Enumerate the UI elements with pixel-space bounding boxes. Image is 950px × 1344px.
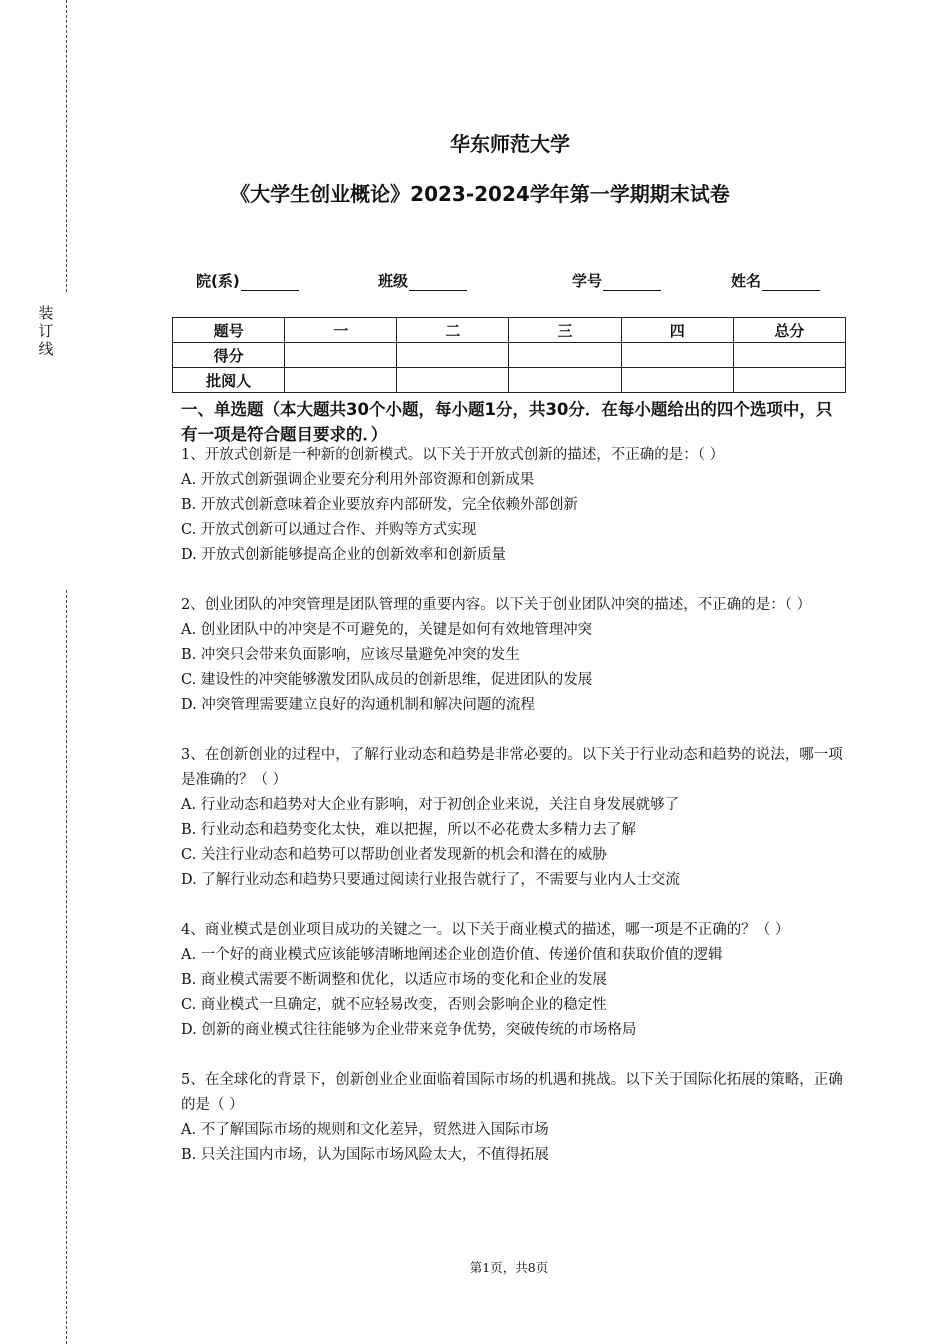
- question-option: B. 商业模式需要不断调整和优化，以适应市场的变化和企业的发展: [181, 972, 607, 988]
- question-item: [181, 443, 843, 568]
- score-cell[interactable]: [733, 343, 845, 368]
- question-item: [181, 1068, 843, 1168]
- university-title: 华东师范大学: [450, 132, 570, 156]
- question-item: [181, 743, 843, 893]
- question-option: C. 商业模式一旦确定，就不应轻易改变，否则会影响企业的稳定性: [181, 997, 607, 1013]
- question-option: A. 不了解国际市场的规则和文化差异，贸然进入国际市场: [181, 1122, 549, 1138]
- class-blank[interactable]: [409, 274, 467, 291]
- score-table-row: [173, 343, 846, 368]
- student-info-row: [0, 270, 950, 292]
- exam-title: 《大学生创业概论》2023-2024学年第一学期期末试卷: [230, 182, 730, 206]
- question-stem: 1、开放式创新是一种新的创新模式。以下关于开放式创新的描述，不正确的是：（ ）: [181, 447, 725, 463]
- table-header-cell: 三: [509, 318, 621, 343]
- student-id-blank[interactable]: [603, 274, 661, 291]
- question-option: A. 创业团队中的冲突是不可避免的，关键是如何有效地管理冲突: [181, 622, 593, 638]
- table-row-label: 得分: [173, 343, 285, 368]
- question-option: B. 开放式创新意味着企业要放弃内部研发，完全依赖外部创新: [181, 497, 578, 513]
- question-stem: 5、在全球化的背景下，创新创业企业面临着国际市场的机遇和挑战。以下关于国际化拓展的策略，正确的是（ ）: [181, 1072, 843, 1113]
- department-field[interactable]: [196, 270, 299, 291]
- grader-cell[interactable]: [397, 368, 509, 393]
- table-header-cell: 一: [285, 318, 397, 343]
- table-header-cell: 题号: [173, 318, 285, 343]
- page-footer: 第1页，共8页: [469, 1260, 549, 1275]
- table-header-cell: 四: [621, 318, 733, 343]
- binding-label-char: 订: [38, 322, 54, 340]
- score-table-header-row: [173, 318, 846, 343]
- question-option: D. 创新的商业模式往往能够为企业带来竞争优势，突破传统的市场格局: [181, 1022, 637, 1038]
- student-id-label: 学号: [572, 272, 603, 290]
- binding-dashed-line-bottom: [66, 590, 67, 1344]
- question-option: B. 冲突只会带来负面影响，应该尽量避免冲突的发生: [181, 647, 520, 663]
- score-cell[interactable]: [397, 343, 509, 368]
- question-option: D. 开放式创新能够提高企业的创新效率和创新质量: [181, 547, 506, 563]
- question-option: C. 建设性的冲突能够激发团队成员的创新思维，促进团队的发展: [181, 672, 593, 688]
- question-option: A. 开放式创新强调企业要充分利用外部资源和创新成果: [181, 472, 535, 488]
- grader-cell[interactable]: [733, 368, 845, 393]
- score-cell[interactable]: [509, 343, 621, 368]
- grader-cell[interactable]: [285, 368, 397, 393]
- table-header-cell: 总分: [733, 318, 845, 343]
- class-field[interactable]: [378, 270, 467, 291]
- question-option: B. 行业动态和趋势变化太快，难以把握，所以不必花费太多精力去了解: [181, 822, 636, 838]
- department-blank[interactable]: [241, 274, 299, 291]
- name-field[interactable]: [731, 270, 820, 291]
- binding-label: [36, 304, 56, 358]
- question-option: D. 冲突管理需要建立良好的沟通机制和解决问题的流程: [181, 697, 535, 713]
- score-cell[interactable]: [621, 343, 733, 368]
- student-id-field[interactable]: [572, 270, 661, 291]
- question-stem: 3、在创新创业的过程中，了解行业动态和趋势是非常必要的。以下关于行业动态和趋势的说法，哪一项是准确的？（ ）: [181, 747, 843, 788]
- question-option: A. 行业动态和趋势对大企业有影响，对于初创企业来说，关注自身发展就够了: [181, 797, 680, 813]
- question-item: [181, 918, 843, 1043]
- question-stem: 2、创业团队的冲突管理是团队管理的重要内容。以下关于创业团队冲突的描述，不正确的是：（ ）: [181, 597, 812, 613]
- section-heading: 一、单选题（本大题共30个小题，每小题1分，共30分．在每小题给出的四个选项中，只有一项是符合题目要求的．）: [181, 400, 833, 444]
- binding-label-char: 线: [38, 340, 54, 358]
- question-option: C. 关注行业动态和趋势可以帮助创业者发现新的机会和潜在的威胁: [181, 847, 607, 863]
- score-table-row: [173, 368, 846, 393]
- question-item: [181, 593, 843, 718]
- question-option: D. 了解行业动态和趋势只要通过阅读行业报告就行了，不需要与业内人士交流: [181, 872, 680, 888]
- table-header-cell: 二: [397, 318, 509, 343]
- score-cell[interactable]: [285, 343, 397, 368]
- name-label: 姓名: [731, 272, 762, 290]
- department-label: 院(系): [196, 272, 240, 290]
- question-option: C. 开放式创新可以通过合作、并购等方式实现: [181, 522, 477, 538]
- class-label: 班级: [378, 272, 409, 290]
- score-table: [172, 317, 846, 393]
- table-row-label: 批阅人: [173, 368, 285, 393]
- question-list: [181, 443, 843, 1193]
- question-option: A. 一个好的商业模式应该能够清晰地阐述企业创造价值、传递价值和获取价值的逻辑: [181, 947, 723, 963]
- name-blank[interactable]: [762, 274, 820, 291]
- binding-label-char: 装: [38, 304, 54, 322]
- question-stem: 4、商业模式是创业项目成功的关键之一。以下关于商业模式的描述，哪一项是不正确的？（ ）: [181, 922, 790, 938]
- question-option: B. 只关注国内市场，认为国际市场风险太大，不值得拓展: [181, 1147, 549, 1163]
- grader-cell[interactable]: [509, 368, 621, 393]
- grader-cell[interactable]: [621, 368, 733, 393]
